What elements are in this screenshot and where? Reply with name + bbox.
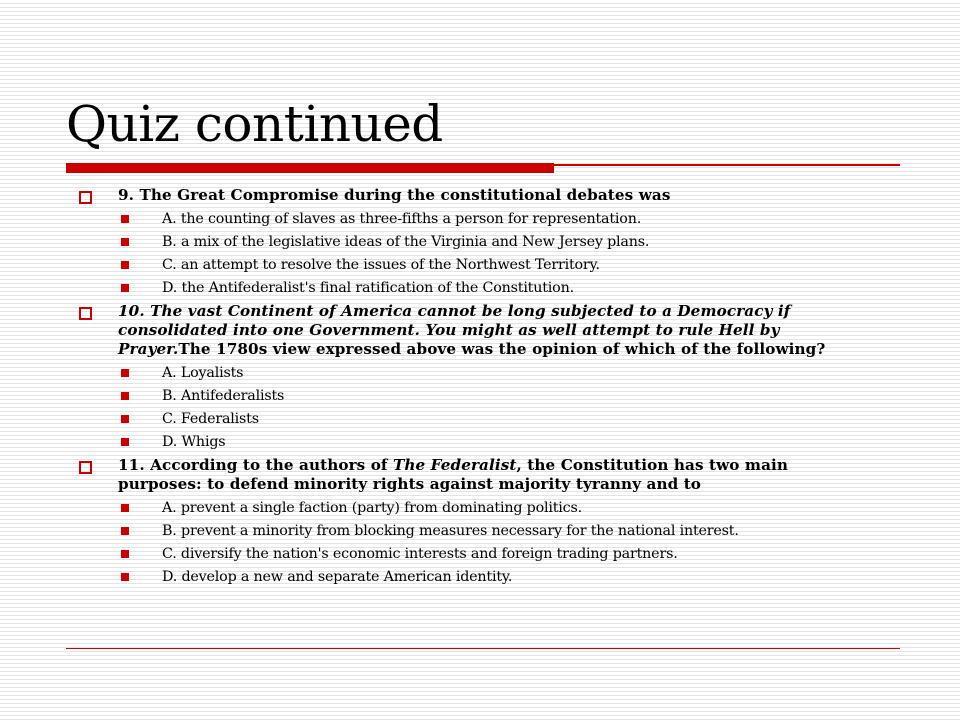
slide-title: Quiz continued bbox=[66, 95, 443, 153]
square-bullet-icon bbox=[121, 261, 129, 269]
option-9a: A. the counting of slaves as three-fifths a person for representation. bbox=[70, 208, 870, 231]
square-bullet-icon bbox=[121, 215, 129, 223]
title-underline-bar bbox=[66, 163, 554, 173]
square-bullet-icon bbox=[121, 284, 129, 292]
question-9 bbox=[70, 186, 870, 300]
option-11d: D. develop a new and separate American identity. bbox=[70, 566, 870, 589]
option-11b: B. prevent a minority from blocking measures necessary for the national interest. bbox=[70, 520, 870, 543]
question-11-options bbox=[118, 497, 870, 589]
hollow-square-bullet-icon bbox=[79, 307, 92, 320]
option-10b: B. Antifederalists bbox=[70, 385, 870, 408]
square-bullet-icon bbox=[121, 527, 129, 535]
square-bullet-icon bbox=[121, 438, 129, 446]
question-9-options bbox=[118, 208, 870, 300]
square-bullet-icon bbox=[121, 504, 129, 512]
square-bullet-icon bbox=[121, 238, 129, 246]
question-11 bbox=[70, 456, 870, 589]
square-bullet-icon bbox=[121, 369, 129, 377]
question-10-prompt: The 1780s view expressed above was the opinion of which of the following? bbox=[178, 340, 826, 358]
option-9b: B. a mix of the legislative ideas of the Virginia and New Jersey plans. bbox=[70, 231, 870, 254]
square-bullet-icon bbox=[121, 573, 129, 581]
option-10c: C. Federalists bbox=[70, 408, 870, 431]
square-bullet-icon bbox=[121, 392, 129, 400]
option-10d: D. Whigs bbox=[70, 431, 870, 454]
option-9d: D. the Antifederalist's final ratification of the Constitution. bbox=[70, 277, 870, 300]
question-10-options bbox=[118, 362, 870, 454]
quiz-content bbox=[70, 186, 870, 591]
footer-rule bbox=[66, 648, 900, 649]
question-10-stem bbox=[118, 302, 870, 359]
hollow-square-bullet-icon bbox=[79, 191, 92, 204]
title-underline-line bbox=[554, 164, 900, 166]
question-9-stem: 9. The Great Compromise during the constitutional debates was bbox=[118, 186, 671, 204]
option-11c: C. diversify the nation's economic interests and foreign trading partners. bbox=[70, 543, 870, 566]
hollow-square-bullet-icon bbox=[79, 461, 92, 474]
option-10a: A. Loyalists bbox=[70, 362, 870, 385]
question-11-stem: 11. According to the authors of The Federalist, the Constitution has two main purposes: to defend minority rights against majority tyranny and to bbox=[118, 456, 789, 493]
square-bullet-icon bbox=[121, 415, 129, 423]
book-title: The Federalist bbox=[392, 456, 517, 474]
option-9c: C. an attempt to resolve the issues of the Northwest Territory. bbox=[70, 254, 870, 277]
option-11a: A. prevent a single faction (party) from dominating politics. bbox=[70, 497, 870, 520]
square-bullet-icon bbox=[121, 550, 129, 558]
question-10-quote: 10. The vast Continent of America cannot be long subjected to a Democracy if consolidated into one Government. You might as well attempt to rule Hell by Prayer. bbox=[118, 302, 791, 358]
question-10 bbox=[70, 302, 870, 454]
